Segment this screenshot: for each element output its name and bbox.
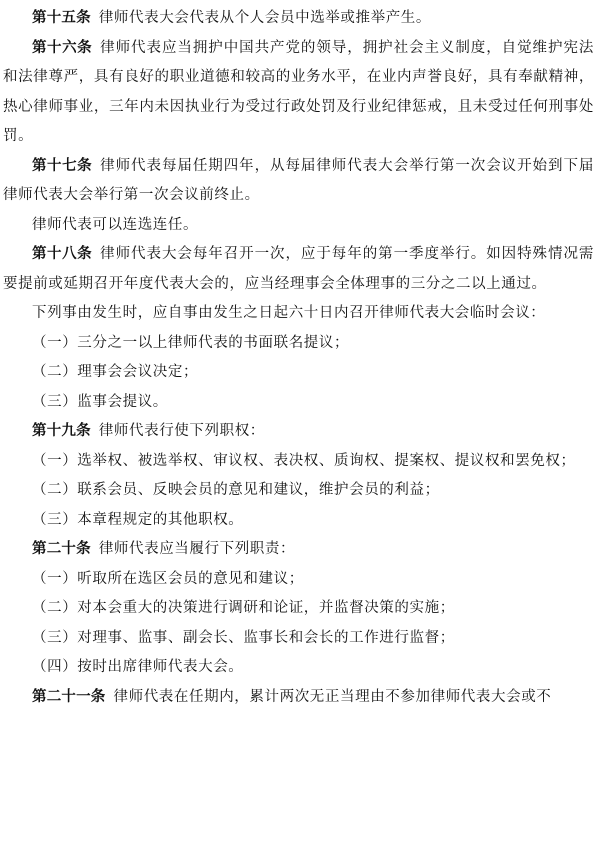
list-item bbox=[3, 565, 594, 595]
list-item bbox=[3, 506, 594, 536]
article-heading: 第十七条 bbox=[32, 157, 93, 174]
body-paragraph bbox=[3, 211, 594, 241]
article-text: 律师代表大会每年召开一次，应于每年的第一季度举行。如因特殊情况需要提前或延期召开年度代表大会的，应当经理事会全体理事的三分之二以上通过。 bbox=[3, 246, 594, 292]
article-21-paragraph bbox=[3, 683, 594, 713]
list-item-text: （二）对本会重大的决策进行调研和论证，并监督决策的实施； bbox=[32, 600, 455, 616]
list-item bbox=[3, 447, 594, 477]
list-item-text: （三）对理事、监事、副会长、监事长和会长的工作进行监督； bbox=[32, 629, 455, 646]
article-heading: 第十九条 bbox=[32, 423, 91, 439]
list-item bbox=[3, 624, 594, 654]
paragraph-text: 下列事由发生时，应自事由发生之日起六十日内召开律师代表大会临时会议： bbox=[32, 305, 546, 321]
list-item-text: （一）选举权、被选举权、审议权、表决权、质询权、提案权、提议权和罢免权； bbox=[32, 452, 576, 469]
list-item bbox=[3, 594, 594, 624]
list-item bbox=[3, 358, 594, 388]
article-16-paragraph bbox=[3, 34, 594, 152]
article-text: 律师代表每届任期四年，从每届律师代表大会举行第一次会议开始到下届律师代表大会举行第一次会议前终止。 bbox=[3, 157, 594, 203]
article-heading: 第十八条 bbox=[32, 246, 93, 262]
article-20-paragraph bbox=[3, 535, 594, 565]
article-15-paragraph bbox=[3, 4, 594, 34]
article-text: 律师代表在任期内，累计两次无正当理由不参加律师代表大会或不 bbox=[113, 688, 552, 705]
list-item-text: （四）按时出席律师代表大会。 bbox=[32, 659, 244, 675]
article-heading: 第二十一条 bbox=[32, 688, 106, 705]
article-18-paragraph bbox=[3, 240, 594, 299]
article-text: 律师代表应当拥护中国共产党的领导，拥护社会主义制度，自觉维护宪法和法律尊严，具有良好的职业道德和较高的业务水平，在业内声誉良好，具有奉献精神，热心律师事业，三年内未因执业行为受过行政处罚及行业纪律惩戒，且未受过任何刑事处罚。 bbox=[3, 39, 594, 144]
article-19-paragraph bbox=[3, 417, 594, 447]
list-item bbox=[3, 329, 594, 359]
list-item bbox=[3, 653, 594, 683]
list-item-text: （二）理事会会议决定； bbox=[32, 364, 199, 380]
article-heading: 第十五条 bbox=[32, 10, 91, 26]
list-item-text: （一）三分之一以上律师代表的书面联名提议； bbox=[32, 334, 350, 351]
list-item bbox=[3, 476, 594, 506]
list-item bbox=[3, 388, 594, 418]
body-paragraph bbox=[3, 299, 594, 329]
article-text: 律师代表大会代表从个人会员中选举或推举产生。 bbox=[98, 10, 432, 26]
paragraph-text: 律师代表可以连选连任。 bbox=[32, 216, 199, 233]
list-item-text: （一）听取所在选区会员的意见和建议； bbox=[32, 570, 304, 587]
list-item-text: （三）本章程规定的其他职权。 bbox=[32, 511, 244, 528]
article-text: 律师代表行使下列职权： bbox=[98, 423, 265, 439]
article-heading: 第十六条 bbox=[32, 39, 93, 56]
article-text: 律师代表应当履行下列职责： bbox=[98, 541, 296, 557]
list-item-text: （二）联系会员、反映会员的意见和建议，维护会员的利益； bbox=[32, 482, 440, 498]
article-17-paragraph bbox=[3, 152, 594, 211]
article-heading: 第二十条 bbox=[32, 541, 91, 557]
list-item-text: （三）监事会提议。 bbox=[32, 393, 168, 410]
